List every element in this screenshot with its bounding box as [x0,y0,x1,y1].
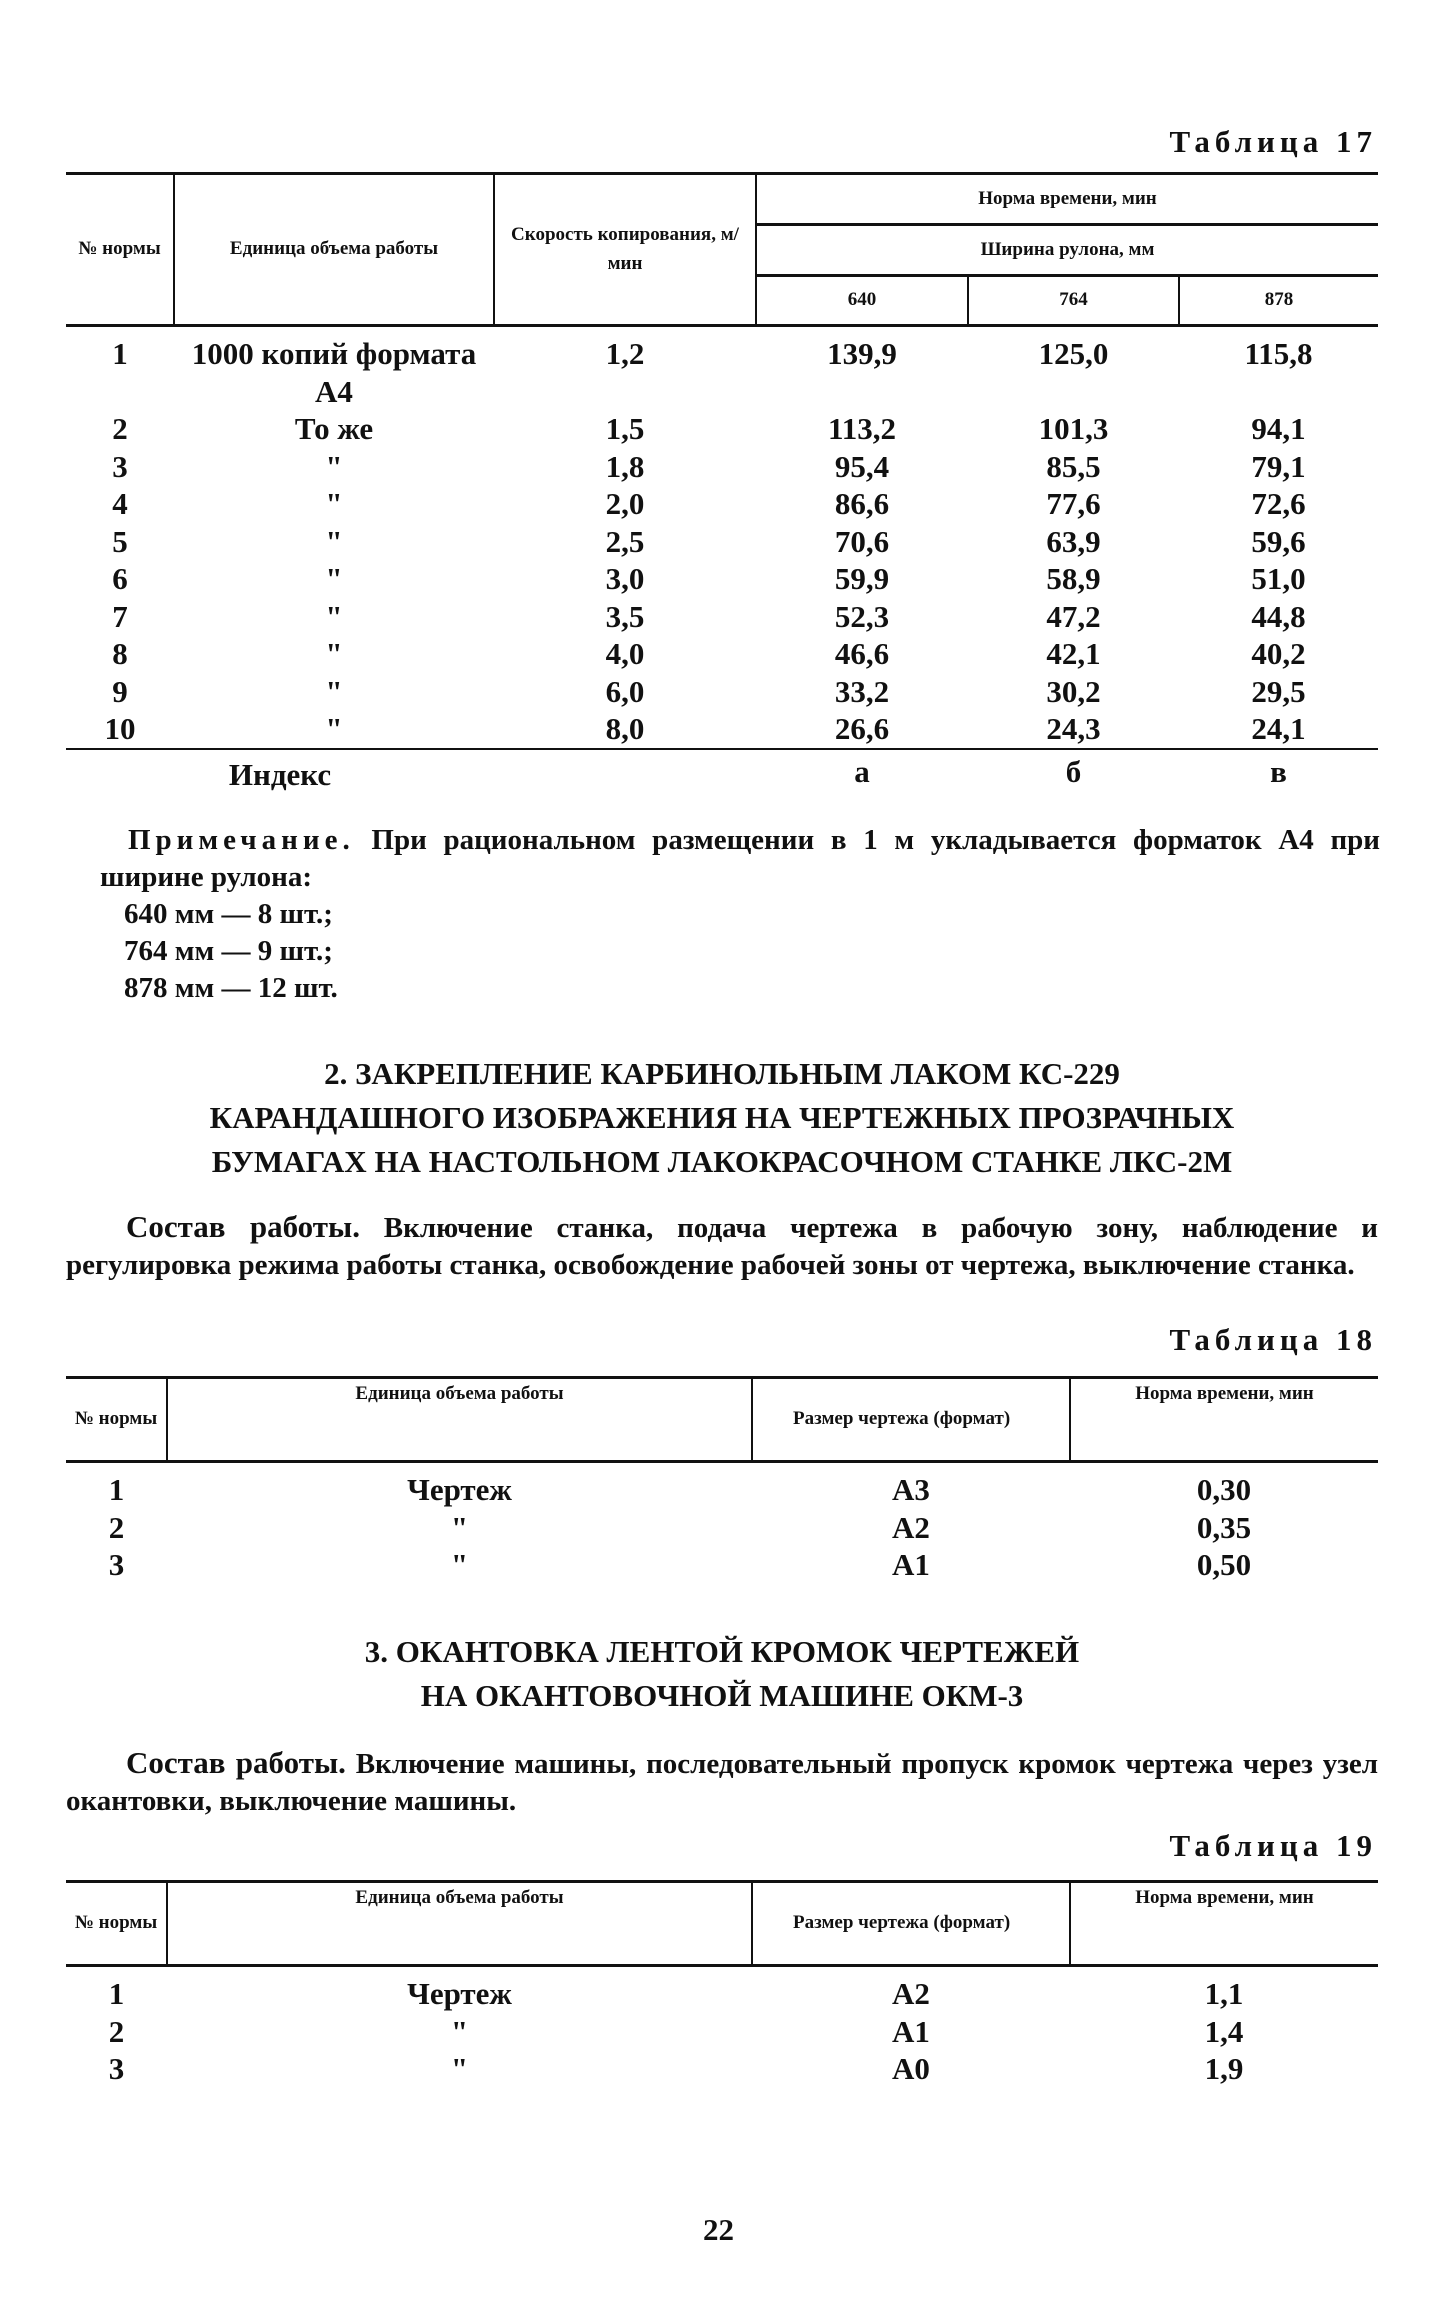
header-no: № нормы [74,1408,158,1430]
cell-unit: " [450,2051,469,2086]
header-size: Размер чертежа (формат) [752,1882,1070,1966]
table-19 [66,1880,1378,2088]
cell-no: 9 [112,673,128,709]
table-row [66,598,1378,636]
table-row [66,485,1378,523]
cell-a: 52,3 [834,598,890,634]
cell-a: 95,4 [834,448,890,484]
cell-no: 8 [112,636,128,671]
cell-no: 2 [112,411,128,446]
lead: Состав работы. [126,1209,360,1244]
cell-no: 1 [112,336,128,371]
cell-no: 5 [112,523,128,559]
table-19-label: Таблица 19 [1169,1828,1377,1863]
cell-unit: Чертеж [407,1976,512,2011]
cell-speed: 1,8 [605,448,645,484]
cell-norm: 1,4 [1204,2013,1244,2049]
table-17 [66,172,1378,793]
cell-speed: 1,5 [605,411,645,446]
table-row [66,2050,1378,2088]
heading-line: НА ОКАНТОВОЧНОЙ МАШИНЕ ОКМ-3 [420,1678,1024,1713]
table-row [66,448,1378,486]
note-line: 640 мм — 8 шт.; [124,898,333,930]
cell-c: 24,1 [1251,711,1306,746]
cell-a: 59,9 [834,561,890,596]
section-2-text [66,1208,1378,1284]
header-unit: Единица объема работы [167,1378,752,1462]
cell-unit: " [450,2013,469,2049]
cell-no: 2 [108,1509,125,1545]
cell-unit: То же [294,411,374,446]
table-row [66,2013,1378,2051]
header-no: № нормы [66,174,174,326]
cell-unit: Чертеж [407,1472,512,1507]
page-number: 22 [703,2212,734,2247]
cell-no: 4 [112,486,128,521]
table-row [66,523,1378,561]
cell-unit: " [450,1547,469,1582]
cell-b: 77,6 [1046,486,1101,521]
cell-unit: " [325,486,343,521]
cell-size: А2 [892,1976,930,2011]
header-878: 878 [1179,276,1378,326]
cell-speed: 4,0 [605,636,645,671]
cell-no: 1 [108,1976,125,2011]
table-row [66,710,1378,749]
header-640: 640 [756,276,968,326]
cell-unit: " [325,448,343,484]
cell-c: 40,2 [1251,636,1306,671]
cell-a: 33,2 [834,673,890,709]
table-17-label: Таблица 17 [1169,124,1377,159]
cell-size: А3 [892,1472,930,1507]
cell-b: 125,0 [1038,336,1109,371]
table-row [66,1546,1378,1584]
cell-c: 44,8 [1251,598,1306,634]
table-row [66,410,1378,448]
cell-no: 3 [112,448,128,484]
cell-a: 86,6 [834,486,890,521]
table-18-label: Таблица 18 [1169,1322,1377,1357]
cell-norm: 0,50 [1196,1547,1252,1582]
cell-c: 59,6 [1251,523,1306,559]
cell-b: 47,2 [1046,598,1101,634]
cell-b: 63,9 [1046,523,1101,559]
header-unit: Единица объема работы [167,1882,752,1966]
cell-speed: 2,5 [605,523,645,559]
cell-b: 85,5 [1046,448,1101,484]
cell-size: А1 [892,2013,930,2049]
cell-size: А1 [892,1547,930,1582]
cell-a: 26,6 [834,711,890,746]
cell-unit: 1000 копий формата А4 [191,336,477,409]
index-label: Индекс [228,756,332,792]
heading-line: КАРАНДАШНОГО ИЗОБРАЖЕНИЯ НА ЧЕРТЕЖНЫХ ПРОЗРАЧНЫХ [209,1100,1235,1135]
body-text: Включение машины, последовательный пропуск кромок чертежа через узел окантовки, выключение машины. [66,1748,1378,1817]
cell-no: 2 [108,2013,125,2049]
cell-b: 24,3 [1046,711,1101,746]
table-row [66,1462,1378,1509]
cell-no: 6 [112,561,128,596]
table-row [66,635,1378,673]
note-line: 764 мм — 9 шт.; [124,935,333,967]
cell-b: 58,9 [1046,561,1101,596]
cell-b: 30,2 [1046,673,1101,709]
cell-a: 46,6 [834,636,890,671]
index-b: б [1065,753,1082,789]
section-2-heading [66,1052,1378,1184]
cell-c: 79,1 [1251,448,1306,484]
table-18 [66,1376,1378,1584]
cell-speed: 3,5 [605,598,645,634]
header-no: № нормы [74,1912,158,1934]
cell-c: 51,0 [1251,561,1306,596]
cell-norm: 1,1 [1204,1976,1244,2011]
header-unit: Единица объема работы [174,174,494,326]
cell-a: 139,9 [827,336,897,371]
cell-unit: " [325,711,343,746]
table-row [66,1509,1378,1547]
table-row [66,1966,1378,2013]
cell-unit: " [325,636,343,671]
header-size: Размер чертежа (формат) [752,1378,1070,1462]
cell-norm: 1,9 [1204,2051,1244,2086]
cell-unit: " [325,561,343,596]
cell-speed: 3,0 [605,561,645,596]
header-speed: Скорость копирования, м/мин [494,174,756,326]
header-width: Ширина рулона, мм [756,225,1378,276]
heading-line: 2. ЗАКРЕПЛЕНИЕ КАРБИНОЛЬНЫМ ЛАКОМ КС-229 [324,1056,1120,1091]
note-title: Примечание. [128,824,355,856]
table-row [66,326,1378,411]
cell-b: 42,1 [1046,636,1101,671]
body-text: Включение станка, подача чертежа в рабочую зону, наблюдение и регулировка режима работы станка, освобождение рабочей зоны от чертежа, выключение станка. [66,1212,1378,1281]
cell-c: 29,5 [1251,673,1306,709]
cell-a: 70,6 [834,523,890,559]
cell-size: А0 [892,2051,930,2086]
cell-speed: 2,0 [605,486,645,521]
cell-speed: 6,0 [605,673,645,709]
cell-no: 3 [108,1547,125,1582]
cell-norm: 0,30 [1196,1472,1252,1507]
header-764: 764 [968,276,1179,326]
cell-unit: " [325,673,343,709]
table-row [66,560,1378,598]
cell-b: 101,3 [1038,411,1109,446]
cell-c: 94,1 [1251,411,1306,446]
cell-c: 115,8 [1244,336,1313,371]
index-a: а [854,753,870,789]
cell-a: 113,2 [827,411,897,446]
cell-speed: 8,0 [605,711,645,746]
lead: Состав работы. [126,1745,346,1780]
heading-line: 3. ОКАНТОВКА ЛЕНТОЙ КРОМОК ЧЕРТЕЖЕЙ [364,1634,1080,1669]
header-norm: Норма времени, мин [1070,1378,1378,1462]
heading-line: БУМАГАХ НА НАСТОЛЬНОМ ЛАКОКРАСОЧНОМ СТАНКЕ ЛКС-2М [211,1144,1233,1179]
note-line: 878 мм — 12 шт. [124,972,338,1004]
note [100,822,1380,1007]
table-row [66,673,1378,711]
cell-size: А2 [892,1509,930,1545]
header-norm: Норма времени, мин [756,174,1378,225]
cell-unit: " [325,523,343,559]
cell-no: 7 [112,598,128,634]
cell-norm: 0,35 [1196,1509,1252,1545]
cell-no: 1 [108,1472,125,1507]
cell-no: 10 [104,711,136,746]
index-c: в [1270,753,1287,789]
cell-unit: " [450,1509,469,1545]
cell-no: 3 [108,2051,125,2086]
cell-c: 72,6 [1251,486,1306,521]
section-3-text [66,1744,1378,1820]
note-text: При рациональном размещении в 1 м укладывается форматок А4 при ширине рулона: [100,824,1380,893]
section-3-heading [66,1630,1378,1718]
cell-speed: 1,2 [605,336,645,371]
cell-unit: " [325,598,343,634]
header-norm: Норма времени, мин [1070,1882,1378,1966]
